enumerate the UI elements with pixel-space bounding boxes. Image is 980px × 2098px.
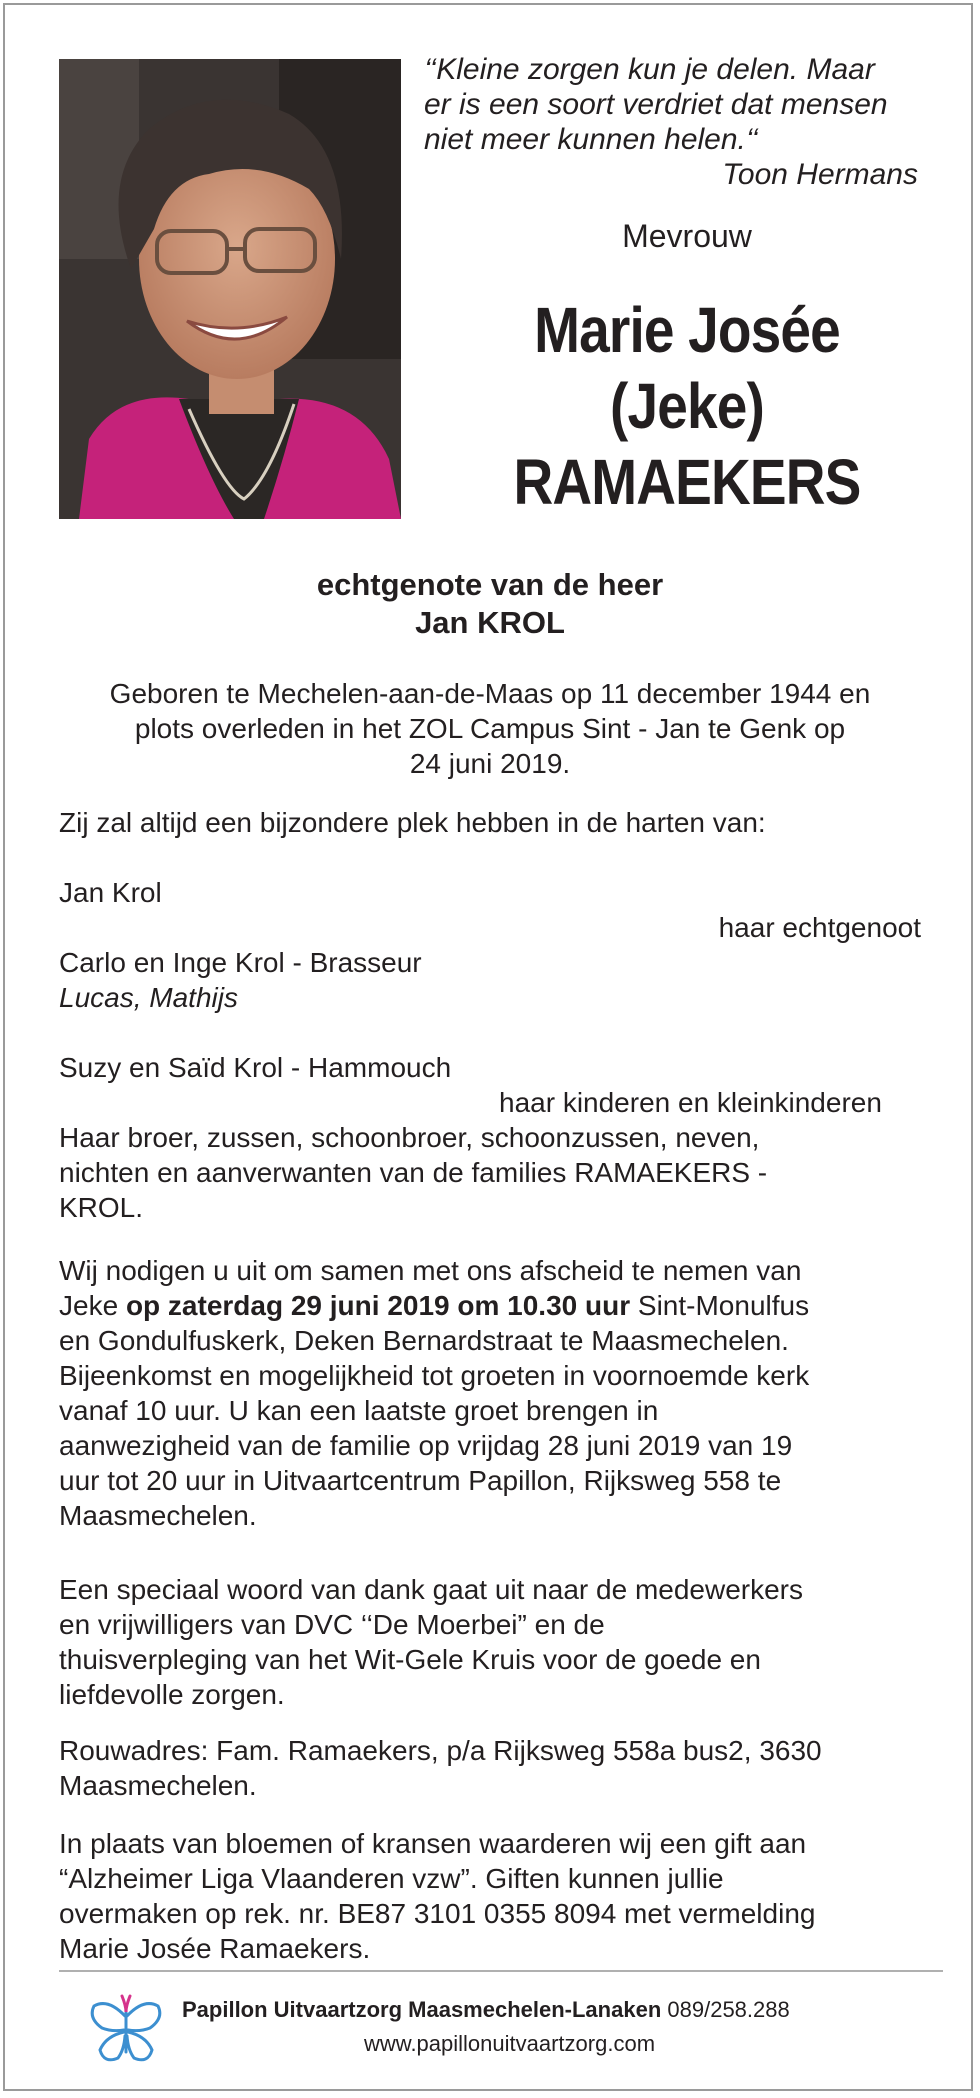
service-date: op zaterdag 29 juni 2019 om 10.30 uur — [125, 1290, 631, 1321]
name-line: Marie Josée — [534, 294, 840, 366]
text-line: en vrijwilligers van DVC ‘‘De Moerbei” en de — [59, 1609, 605, 1640]
text-line: plots overleden in het ZOL Campus Sint - Jan te Genk op — [134, 713, 846, 744]
quote-line: er is een soort verdriet dat mensen — [424, 88, 888, 121]
spouse-block — [0, 566, 980, 642]
address-paragraph — [59, 1733, 921, 1803]
quote-block — [424, 52, 918, 192]
text-line: aanwezigheid van de familie op vrijdag 28 juni 2019 van 19 — [59, 1430, 793, 1461]
text-line: nichten en aanverwanten van de families RAMAEKERS - — [59, 1157, 768, 1188]
text-line: Haar broer, zussen, schoonbroer, schoonzussen, neven, — [59, 1122, 760, 1153]
text-line: liefdevolle zorgen. — [59, 1679, 285, 1710]
text-line: Rouwadres: Fam. Ramaekers, p/a Rijksweg 558a bus2, 3630 — [59, 1735, 822, 1766]
company-name: Papillon Uitvaartzorg Maasmechelen-Lanaken — [182, 1997, 662, 2022]
text-line: 24 juni 2019. — [409, 748, 571, 779]
family-grandchildren-1: Lucas, Mathijs — [59, 982, 238, 1013]
text-line: Wij nodigen u uit om samen met ons afscheid te nemen van — [59, 1255, 802, 1286]
family-spouse-role: haar echtgenoot — [718, 912, 921, 943]
spouse-label: echtgenote van de heer — [316, 567, 664, 602]
family-spouse-name: Jan Krol — [59, 877, 162, 908]
birth-death-paragraph — [59, 676, 921, 781]
thanks-paragraph — [59, 1572, 921, 1712]
text-line: KROL. — [59, 1192, 144, 1223]
family-list — [59, 875, 921, 1225]
quote-author: Toon Hermans — [722, 158, 918, 191]
footer-company — [182, 1996, 790, 2024]
donation-paragraph — [59, 1826, 921, 1966]
honorific: Mevrouw — [622, 218, 752, 254]
portrait-photo — [59, 59, 401, 519]
family-children-role: haar kinderen en kleinkinderen — [499, 1087, 882, 1118]
spouse-name: Jan KROL — [415, 605, 565, 640]
text-line: en Gondulfuskerk, Deken Bernardstraat te Maasmechelen. — [59, 1325, 789, 1356]
intro-text: Zij zal altijd een bijzondere plek hebben in de harten van: — [59, 807, 766, 838]
company-phone: 089/258.288 — [667, 1997, 790, 2022]
text-line: Maasmechelen. — [59, 1770, 257, 1801]
quote-line: ‘‘Kleine zorgen kun je delen. Maar — [424, 53, 875, 86]
footer-divider — [59, 1970, 943, 1972]
family-child-2: Suzy en Saïd Krol - Hammouch — [59, 1052, 452, 1083]
family-child-1: Carlo en Inge Krol - Brasseur — [59, 947, 422, 978]
butterfly-icon — [88, 1992, 164, 2068]
text-line: Geboren te Mechelen-aan-de-Maas op 11 december 1944 en — [109, 678, 871, 709]
name-line: RAMAEKERS — [513, 446, 861, 518]
text-line: In plaats van bloemen of kransen waarderen wij een gift aan — [59, 1828, 807, 1859]
text-line: overmaken op rek. nr. BE87 3101 0355 8094 met vermelding — [59, 1898, 816, 1929]
text-line: Bijeenkomst en mogelijkheid tot groeten in voornoemde kerk — [59, 1360, 810, 1391]
quote-line: niet meer kunnen helen.‘‘ — [424, 123, 759, 156]
company-website-link[interactable]: www.papillonuitvaartzorg.com — [364, 2031, 656, 2056]
service-paragraph — [59, 1253, 921, 1533]
text-line: “Alzheimer Liga Vlaanderen vzw”. Giften kunnen jullie — [59, 1863, 724, 1894]
text-line: Marie Josée Ramaekers. — [59, 1933, 371, 1964]
text-line: thuisverpleging van het Wit-Gele Kruis voor de goede en — [59, 1644, 761, 1675]
text-line — [59, 1288, 921, 1323]
text-line: uur tot 20 uur in Uitvaartcentrum Papillon, Rijksweg 558 te — [59, 1465, 782, 1496]
text-segment: Sint-Monulfus — [630, 1290, 810, 1321]
text-segment: Jeke — [59, 1290, 126, 1321]
deceased-name — [461, 292, 913, 520]
text-line: Maasmechelen. — [59, 1500, 257, 1531]
name-line: (Jeke) — [610, 370, 764, 442]
text-line: Een speciaal woord van dank gaat uit naar de medewerkers — [59, 1574, 803, 1605]
text-line: vanaf 10 uur. U kan een laatste groet brengen in — [59, 1395, 659, 1426]
